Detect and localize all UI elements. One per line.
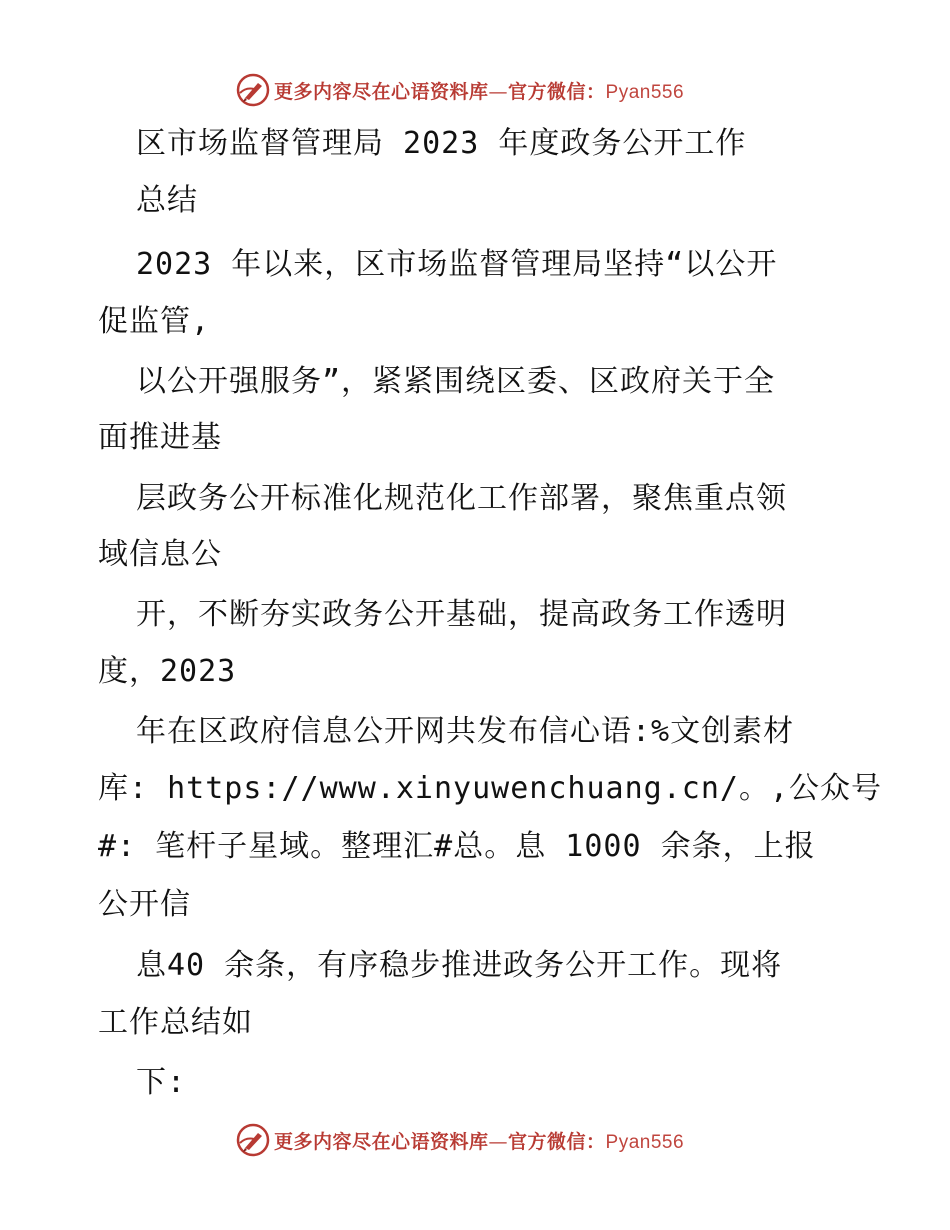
watermark-text: [274, 77, 684, 104]
watermark-wechat-id: Pyan556: [605, 1131, 685, 1153]
paragraph-line: 年在区政府信息公开网共发布信心语:%文创素材: [136, 714, 795, 749]
watermark-text: [274, 1127, 684, 1154]
title-line: 区市场监督管理局 2023 年度政务公开工作: [136, 126, 747, 161]
paragraph-line: 以公开强服务”，紧紧围绕区委、区政府关于全: [136, 364, 776, 399]
paragraph-line: 息40 余条，有序稳步推进政务公开工作。现将: [136, 948, 783, 983]
header-watermark: [236, 72, 684, 108]
footer-watermark: [236, 1122, 684, 1158]
watermark-dash: —: [488, 1130, 509, 1153]
watermark-wechat-id: Pyan556: [605, 81, 685, 103]
watermark-wechat-label: 官方微信：: [508, 80, 606, 103]
paragraph-line: 促监管,: [98, 304, 211, 339]
paragraph-line: 面推进基: [98, 420, 222, 455]
title-line: 总结: [136, 183, 198, 218]
watermark-brand: 更多内容尽在心语资料库: [274, 80, 489, 103]
paragraph-line: 公开信: [98, 887, 191, 922]
watermark-wechat-label: 官方微信：: [508, 1130, 606, 1153]
quill-pen-logo-icon: [236, 73, 270, 107]
watermark-brand: 更多内容尽在心语资料库: [274, 1130, 489, 1153]
watermark-dash: —: [488, 80, 509, 103]
paragraph-line: 开，不断夯实政务公开基础，提高政务工作透明: [136, 597, 787, 632]
paragraph-line: 2023 年以来，区市场监督管理局坚持“以公开: [136, 247, 778, 282]
paragraph-line: 层政务公开标准化规范化工作部署，聚焦重点领: [136, 481, 787, 516]
paragraph-line: 库: https://www.xinyuwenchuang.cn/。,公众号: [98, 771, 883, 806]
quill-pen-logo-icon: [236, 1123, 270, 1157]
paragraph-line: 度，2023: [98, 654, 237, 689]
paragraph-line: 工作总结如: [98, 1005, 253, 1040]
paragraph-line: 域信息公: [98, 537, 222, 572]
paragraph-line: 下:: [136, 1065, 187, 1100]
paragraph-line: #: 笔杆子星域。整理汇#总。息 1000 余条，上报: [98, 829, 816, 864]
